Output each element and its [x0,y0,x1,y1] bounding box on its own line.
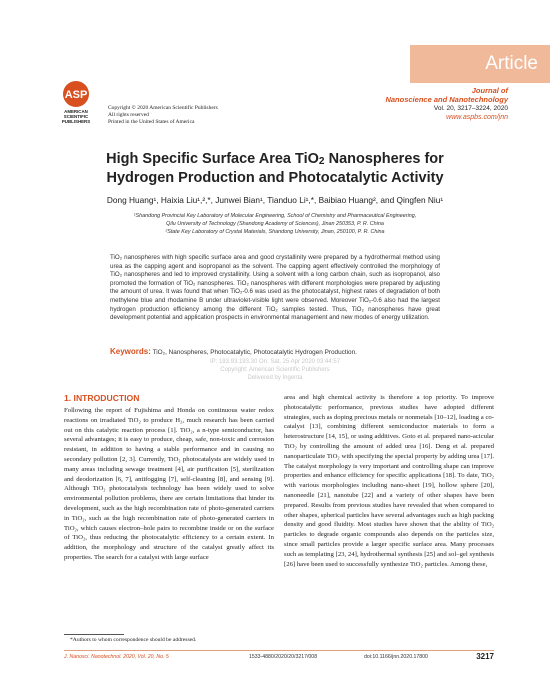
correspondence-footnote: *Authors to whom correspondence should be addressed. [70,637,197,643]
title-part: High Specific Surface Area TiO [106,151,319,167]
journal-url-link[interactable]: www.aspbs.com/jnn [446,114,508,121]
journal-label: Journal of [471,86,508,95]
copyright-line: Copyright © 2020 American Scientific Publishers [108,105,218,111]
footer-journal-citation: J. Nanosci. Nanotechnol. 2020, Vol. 20, No. 5 [64,654,169,660]
page-number: 3217 [476,652,494,661]
svg-text:PUBLISHERS: PUBLISHERS [61,119,91,124]
rights-line: All rights reserved [108,112,149,118]
watermark-line: Delivered by Ingenta [247,375,303,381]
footer-doi[interactable]: doi:10.1166/jnn.2020.17800 [364,654,428,660]
keywords [110,347,440,356]
affiliation-1: ¹Shandong Provincial Key Laboratory of Molecular Engineering, School of Chemistry and Pharmaceutical Engineering, [133,213,417,219]
paper-title [0,150,550,188]
footer-issn: 1533-4880/2020/20/3217/008 [249,654,318,660]
affiliation-1-cont: Qilu University of Technology (Shandong Academy of Sciences), Jinan 250353, P. R. China [166,221,384,227]
section-heading: 1. INTRODUCTION [64,393,140,403]
printed-line: Printed in the United States of America [108,119,195,125]
copyright-block [108,105,218,126]
affiliation-2: ²State Key Laboratory of Crystal Materials, Shandong University, Jinan, 250100, P. R. China [165,229,385,235]
body-column-right: area and high chemical activity is therefore a top priority. To improve photocatalytic performance, previous studies have adopted different strategies, such as doping precious metals or nonmetals [10–12], loading a co-catalyst [13], combining different semiconductor materials to form a heterostructure [14, 15], or using additives. Goto et al. prepared nano-acicular TiO₂ by controlling the amount of added urea [16]. Deng et al. prepared nanoparticulate TiO₂ with specifying the special property by adding urea [17]. The catalyst morphology is very important and controlling shape can improve properties and enhance efficiency for specific applications [18]. To date, TiO₂ with various morphologies including nano-sheet [19], hollow sphere [20], nanoneedle [21], nanotube [22] and a variety of other shapes have been prepared. Results from previous studies have revealed that when compared to other shapes, spherical particles have several advantages such as high packing density and good fluidity. Most studies have shown that the ability of TiO₂ particles to degrade organic compounds also depends on the particles size, since small particles provide a larger specific surface area. Many processes such as templating [23, 24], hydrothermal synthesis [25] and sol–gel synthesis [26] have been used to successfully synthesize TiO₂ particles. Among these, [284,394,494,568]
watermark-line: IP: 193.93.193.30 On: Sat, 25 Apr 2020 03:44:57 [209,359,341,365]
journal-info [385,86,508,122]
footer-divider [64,650,494,651]
download-watermark [0,358,550,382]
article-type-tab: Article [410,45,550,83]
keywords-label: Keywords: [110,347,151,356]
watermark-line: Copyright: American Scientific Publishers [220,367,330,373]
affiliations [0,212,550,236]
svg-text:SCIENTIFIC: SCIENTIFIC [63,114,89,119]
journal-volume: Vol. 20, 3217–3224, 2020 [433,105,508,112]
journal-name: Nanoscience and Nanotechnology [385,95,508,104]
title-part: Nanospheres for [324,151,444,167]
title-subscript: 2 [318,156,325,167]
footnote-divider [64,634,124,635]
title-line-2: Hydrogen Production and Photocatalytic Activity [106,170,444,186]
abstract: TiO₂ nanospheres with high specific surface area and good crystallinity were prepared by a hydrothermal method using urea as the capping agent and isopropanol as the solvent. The capping agent effectively controlled the morphology of TiO₂ nanospheres and led to improved crystallinity. Using a solvent with a long carbon chain, such as isopropanol, also promoted the formation of TiO₂ nanospheres. TiO₂ nanospheres with different morphologies were prepared by adjusting the amount of urea. It was found that when TiO₂-0.6 was used as the photocatalyst, highest rates of degradation of both methylene blue and rhodamine B under ultraviolet-visible light were observed. Moreover TiO₂-0.6 also had the largest hydrogen production efficiency among the different TiO₂ samples tested. Thus, TiO₂ nanospheres have great development potential and application prospects in environmental management and new modes of energy utilization. [110,254,440,322]
asp-publisher-logo [56,80,96,126]
svg-text:ASP: ASP [64,89,88,101]
author-list: Dong Huang¹, Haixia Liu¹,²,*, Junwei Bian¹, Tianduo Li¹,*, Baibiao Huang², and Qingfen Niu¹ [106,195,444,205]
keywords-list: TiO₂, Nanospheres, Photocatalytic, Photocatalytic Hydrogen Production. [152,349,357,356]
body-column-left: Following the report of Fujishima and Honda on continuous water redox reactions on irradiated TiO₂ to produce H₂, much research has been carried out on this catalytic reaction process [1]. TiO₂, a n-type semiconductor, has several advantages; it is easy to produce, cheap, safe, non-toxic and corrosion resistant, in addition to having a stable performance and in causing no secondary pollution [2, 3]. Currently, TiO₂ photocatalysts are widely used in many areas including sewage treatment [4], air purification [5], sterilization and deodorization [6, 7], antifogging [7], self-cleaning [8], and sensing [9]. Although TiO₂ photocatalysis technology has been widely used to solve environmental pollution problems, there are certain limitations that hinder its development, such as the high recombination rate of photo-generated carriers in TiO₂, such as the high recombination rate of photo-generated carriers in TiO₂, which causes electron–hole pairs to recombine inside or on the surface of TiO₂, thus reducing the photocatalytic efficiency to a certain extent. In addition, the morphology and structure of the catalyst greatly affect its properties. The search for a catalyst with large surface [64,407,274,561]
svg-text:AMERICAN: AMERICAN [64,109,88,114]
